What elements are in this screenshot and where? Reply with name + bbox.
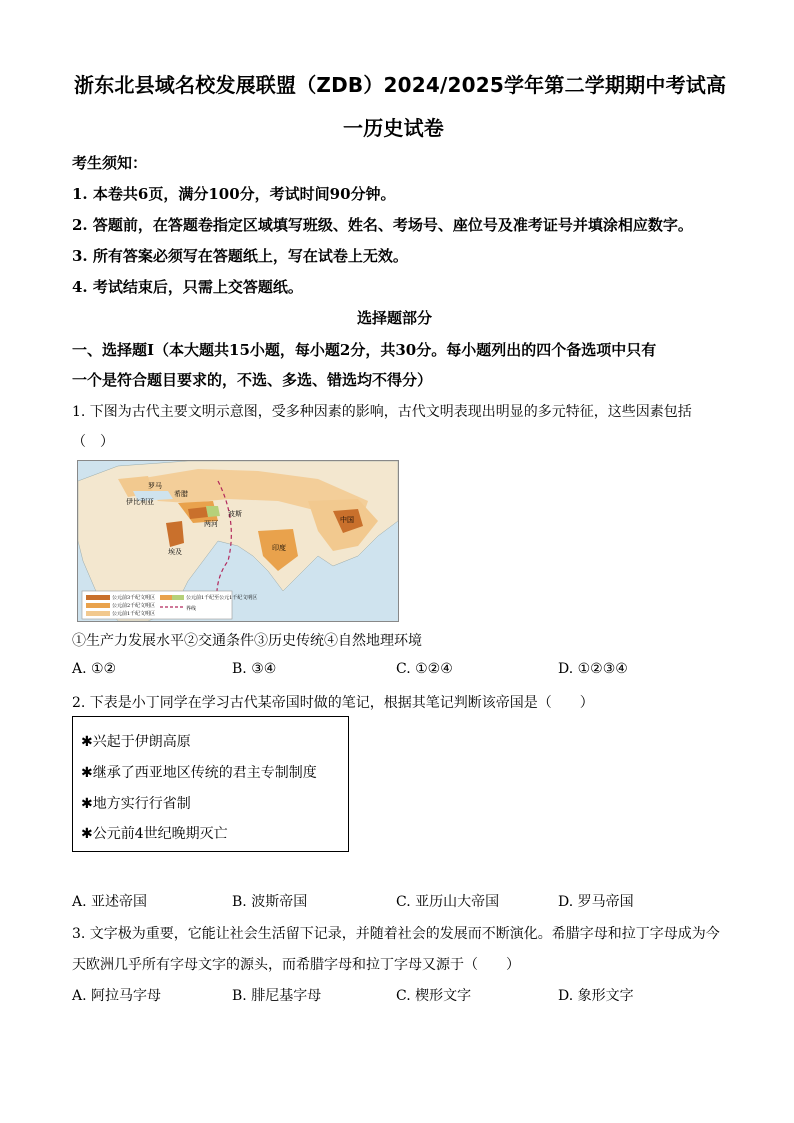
- q1-factors: ①生产力发展水平②交通条件③历史传统④自然地理环境: [72, 633, 422, 649]
- map-label-china: 中国: [340, 516, 354, 524]
- q3-option-d: D. 象形文字: [558, 988, 634, 1004]
- q2-note-1: ✱兴起于伊朗高原: [81, 734, 191, 750]
- q3-option-b: B. 腓尼基字母: [232, 988, 322, 1004]
- map-legend-1: 公元前3千纪文明区: [112, 595, 156, 601]
- exam-title-line1: 浙东北县域名校发展联盟（ZDB）2024/2025学年第二学期期中考试高: [74, 73, 727, 97]
- q3-option-c: C. 楔形文字: [396, 988, 472, 1004]
- map-label-mesopotamia: 两河: [204, 520, 218, 528]
- q2-note-3: ✱地方实行行省制: [81, 796, 191, 812]
- q1-stem-line1: 1. 下图为古代主要文明示意图，受多种因素的影响，古代文明表现出明显的多元特征，这些因素包括: [72, 404, 692, 420]
- map-legend-3: 公元前1千纪文明区: [112, 611, 156, 617]
- q2-note-2: ✱继承了西亚地区传统的君主专制制度: [81, 765, 317, 781]
- q2-note-4: ✱公元前4世纪晚期灭亡: [81, 826, 228, 842]
- q2-option-a: A. 亚述帝国: [72, 894, 148, 910]
- notice-item-3: 3. 所有答案必须写在答题纸上，写在试卷上无效。: [72, 247, 408, 265]
- map-legend-4: 公元前1千纪至公元1千纪文明区: [186, 595, 258, 601]
- q3-stem-line2: 天欧洲几乎所有字母文字的源头，而希腊字母和拉丁字母又源于（ ）: [72, 957, 520, 973]
- map-label-persia: 波斯: [228, 510, 242, 518]
- notice-item-4: 4. 考试结束后，只需上交答题纸。: [72, 278, 303, 296]
- notice-item-1: 1. 本卷共6页，满分100分，考试时间90分钟。: [72, 185, 396, 203]
- map-label-india: 印度: [272, 544, 286, 552]
- notice-item-2: 2. 答题前，在答题卷指定区域填写班级、姓名、考场号、座位号及准考证号并填涂相应数字。: [72, 216, 693, 234]
- part-title: 选择题部分: [357, 309, 433, 327]
- q3-stem-line1: 3. 文字极为重要，它能让社会生活留下记录，并随着社会的发展而不断演化。希腊字母和拉丁字母成为今: [72, 926, 720, 942]
- section-heading-line1: 一、选择题Ⅰ（本大题共15小题，每小题2分，共30分。每小题列出的四个备选项中只有: [72, 341, 657, 359]
- q2-option-d: D. 罗马帝国: [558, 894, 634, 910]
- ancient-civilizations-map: [77, 460, 399, 622]
- notice-heading: 考生须知：: [72, 154, 148, 172]
- q3-option-a: A. 阿拉马字母: [72, 988, 162, 1004]
- q1-option-c: C. ①②④: [396, 661, 453, 677]
- map-legend-2: 公元前2千纪文明区: [112, 603, 156, 609]
- section-heading-line2: 一个是符合题目要求的，不选、多选、错选均不得分）: [72, 371, 433, 389]
- map-label-greece: 希腊: [174, 490, 188, 498]
- q2-stem: 2. 下表是小丁同学在学习古代某帝国时做的笔记，根据其笔记判断该帝国是（ ）: [72, 695, 594, 711]
- q2-option-b: B. 波斯帝国: [232, 894, 308, 910]
- q1-stem-line2: （ ）: [72, 434, 114, 450]
- q2-option-c: C. 亚历山大帝国: [396, 894, 500, 910]
- map-label-rome: 罗马: [148, 482, 162, 490]
- exam-title-line2: 一历史试卷: [343, 116, 444, 140]
- q2-notes-box: [72, 716, 349, 852]
- q1-option-d: D. ①②③④: [558, 661, 628, 677]
- map-label-egypt: 埃及: [168, 548, 182, 556]
- map-legend-5: 界线: [186, 606, 197, 612]
- q1-option-a: A. ①②: [72, 661, 117, 677]
- q1-option-b: B. ③④: [232, 661, 277, 677]
- map-label-iberia: 伊比利亚: [126, 498, 154, 506]
